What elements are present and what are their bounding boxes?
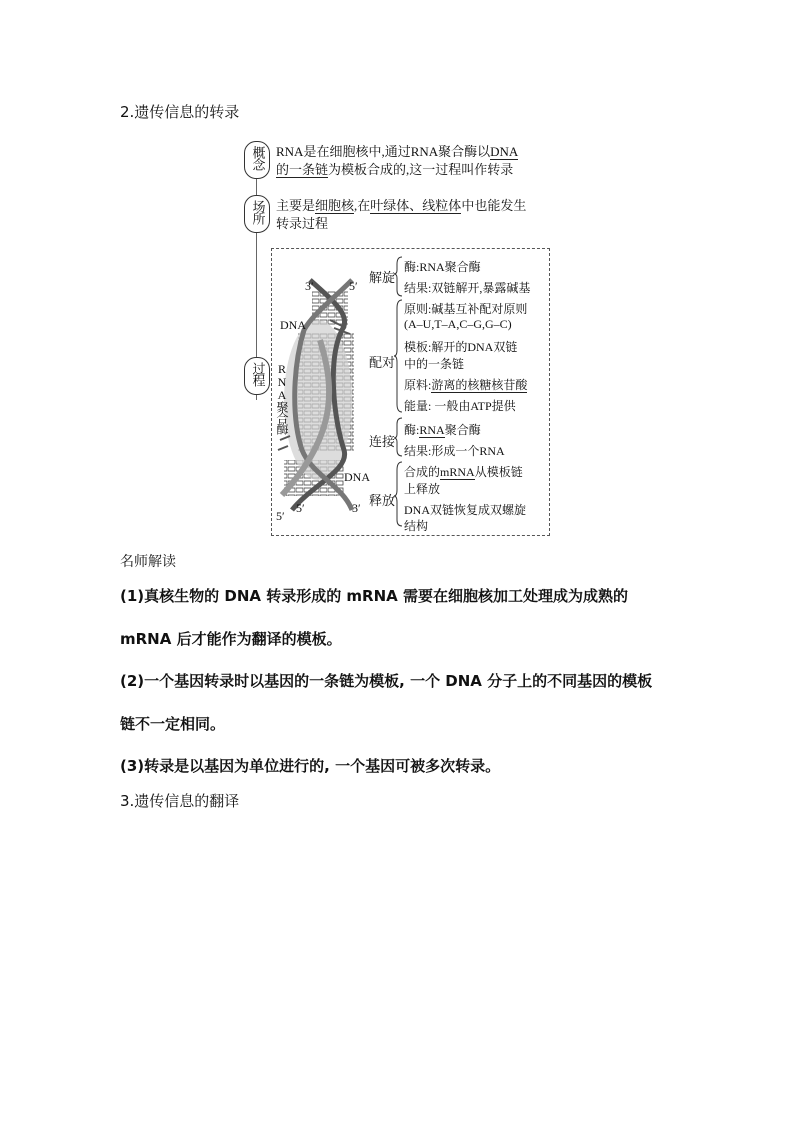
concept-label: 概念	[249, 146, 265, 170]
step-pairing: 配对	[369, 355, 396, 370]
release-line-3: DNA双链恢复成双螺旋	[404, 503, 526, 517]
prime-3-bottom: 3′	[352, 501, 361, 515]
enzyme-label: RNA聚合酶	[275, 362, 289, 434]
unwind-result: 结果:双链解开,暴露碱基	[404, 281, 531, 295]
site-line-1	[276, 195, 526, 214]
teacher-reading-title: 名师解读	[120, 554, 176, 570]
teacher-p2-line1: (2)一个基因转录时以基因的一条链为模板, 一个 DNA 分子上的不同基因的模板	[120, 672, 653, 690]
pairing-energy: 能量: 一般由ATP提供	[404, 399, 516, 413]
concept-text-2b: 为模板合成的,这一过程叫作转录	[328, 162, 514, 177]
site-line-2: 转录过程	[276, 216, 329, 231]
pairing-principle: 原则:碱基互补配对原则	[404, 302, 528, 316]
release-text-1b: mRNA	[440, 465, 475, 479]
connect-enzyme	[404, 421, 481, 438]
step-connect: 连接	[369, 434, 396, 449]
pairing-template-2: 中的一条链	[404, 357, 465, 371]
step-braces	[394, 254, 404, 530]
release-line-1	[404, 463, 523, 480]
step-release: 释放	[369, 493, 396, 508]
site-label: 场所	[249, 200, 265, 224]
concept-text-1a: RNA是在细胞核中,通过RNA聚合酶以	[276, 144, 491, 159]
concept-line-1	[276, 141, 518, 160]
release-line-4: 结构	[404, 519, 429, 533]
site-text-1a: 主要是	[276, 198, 316, 213]
concept-text-1b: DNA	[490, 144, 519, 159]
pairing-pairs: (A–U,T–A,C–G,G–C)	[404, 317, 512, 331]
teacher-p1-line2: mRNA 后才能作为翻译的模板。	[120, 630, 342, 648]
site-text-1b: 细胞核	[315, 198, 355, 213]
release-text-1a: 合成的	[404, 465, 441, 479]
process-label: 过程	[249, 362, 265, 386]
pairing-template-1: 模板:解开的DNA双链	[404, 340, 518, 354]
concept-line-2	[276, 159, 513, 178]
process-oval	[244, 357, 270, 395]
site-text-1e: 中也能发生	[461, 198, 527, 213]
section-heading: 2.遗传信息的转录	[120, 103, 240, 121]
pairing-material-a: 原料:	[404, 378, 432, 392]
pairing-material	[404, 376, 527, 393]
pairing-material-b: 游离的核糖核苷酸	[431, 378, 528, 392]
site-text-1d: 叶绿体、线粒体	[370, 198, 462, 213]
connect-enzyme-a: 酶:	[404, 423, 420, 437]
teacher-p2-line2: 链不一定相同。	[120, 715, 226, 733]
dna-label-top: DNA	[280, 318, 306, 332]
prime-5-bottom-1: 5′	[276, 509, 285, 523]
concept-text-2a: 的一条链	[276, 162, 329, 177]
site-oval	[244, 195, 270, 233]
release-text-1c: 从模板链	[474, 465, 523, 479]
unwind-enzyme: 酶:RNA聚合酶	[404, 260, 481, 274]
dna-label-bottom: DNA	[344, 470, 370, 484]
prime-3-top: 3′	[305, 279, 314, 293]
next-section-heading: 3.遗传信息的翻译	[120, 792, 240, 810]
connect-result: 结果:形成一个RNA	[404, 444, 505, 458]
concept-oval	[244, 141, 270, 179]
connect-enzyme-c: 聚合酶	[444, 423, 481, 437]
step-unwind: 解旋	[369, 270, 396, 285]
prime-5-bottom-2: 5′	[296, 501, 305, 515]
prime-5-top: 5′	[349, 279, 358, 293]
teacher-p1-line1: (1)真核生物的 DNA 转录形成的 mRNA 需要在细胞核加工处理成为成熟的	[120, 587, 628, 605]
site-text-1c: ,在	[354, 198, 371, 213]
teacher-p3-line1: (3)转录是以基因为单位进行的, 一个基因可被多次转录。	[120, 757, 501, 775]
release-line-2: 上释放	[404, 482, 441, 496]
connect-enzyme-b: RNA	[419, 423, 445, 437]
